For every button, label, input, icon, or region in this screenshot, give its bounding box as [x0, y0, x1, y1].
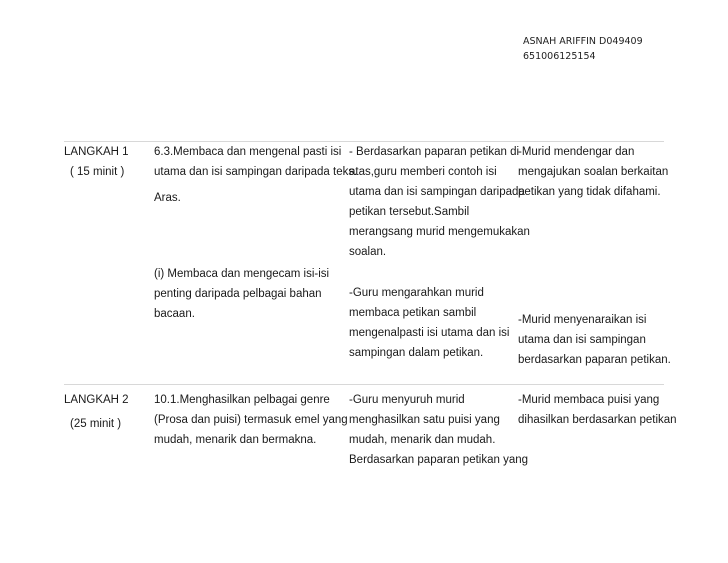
author-name-id: ASNAH ARIFFIN D049409 [523, 36, 643, 47]
author-number: 651006125154 [523, 51, 596, 62]
teacher-line: menghasilkan satu puisi yang [349, 414, 500, 426]
student-line: -Murid membaca puisi yang [518, 394, 660, 406]
teacher-cell-1a [349, 142, 530, 262]
student-line: -Murid mendengar dan [518, 146, 635, 158]
content-line: penting daripada pelbagai bahan [154, 288, 322, 300]
teacher-line: Berdasarkan paparan petikan yang [349, 454, 529, 466]
step-cell-2 [64, 390, 129, 434]
student-line: dihasilkan berdasarkan petikan [518, 414, 677, 426]
student-line: utama dan isi sampingan [518, 334, 646, 346]
teacher-cell-2a [349, 390, 528, 470]
step-duration: ( 15 minit ) [70, 166, 125, 178]
student-line: -Murid menyenaraikan isi [518, 314, 647, 326]
teacher-line: petikan tersebut.Sambil [349, 206, 470, 218]
step-label: LANGKAH 1 [64, 146, 129, 158]
teacher-line: membaca petikan sambil [349, 307, 477, 319]
teacher-line: sampingan dalam petikan. [349, 347, 484, 359]
content-cell-1b [154, 264, 329, 324]
content-line: 6.3.Membaca dan mengenal pasti isi [154, 146, 342, 158]
student-line: petikan yang tidak difahami. [518, 186, 661, 198]
content-line: Aras. [154, 192, 181, 204]
teacher-line: utama dan isi sampingan daripada [349, 186, 525, 198]
content-cell-2a [154, 390, 348, 450]
student-cell-1b [518, 310, 671, 370]
content-line: (Prosa dan puisi) termasuk emel yang [154, 414, 348, 426]
author-header [523, 34, 643, 64]
step-label: LANGKAH 2 [64, 394, 129, 406]
teacher-line: merangsang murid mengemukakan [349, 226, 530, 238]
teacher-line: mengenalpasti isi utama dan isi [349, 327, 510, 339]
content-line: 10.1.Menghasilkan pelbagai genre [154, 394, 330, 406]
teacher-line: soalan. [349, 246, 387, 258]
teacher-line: atas,guru memberi contoh isi [349, 166, 497, 178]
teacher-line: mudah, menarik dan mudah. [349, 434, 496, 446]
row-divider [64, 384, 664, 385]
teacher-cell-1b [349, 283, 509, 363]
step-cell-1 [64, 142, 129, 182]
step-duration: (25 minit ) [70, 418, 122, 430]
student-cell-1a [518, 142, 668, 202]
teacher-line: -Guru menyuruh murid [349, 394, 465, 406]
student-line: mengajukan soalan berkaitan [518, 166, 669, 178]
content-line: (i) Membaca dan mengecam isi-isi [154, 268, 330, 280]
content-line: utama dan isi sampingan daripada teks. [154, 166, 358, 178]
teacher-line: -Guru mengarahkan murid [349, 287, 484, 299]
student-cell-2a [518, 390, 677, 430]
content-line: bacaan. [154, 308, 195, 320]
content-line: mudah, menarik dan bermakna. [154, 434, 317, 446]
content-cell-1a [154, 142, 357, 208]
teacher-line: - Berdasarkan paparan petikan di [349, 146, 520, 158]
student-line: berdasarkan paparan petikan. [518, 354, 671, 366]
